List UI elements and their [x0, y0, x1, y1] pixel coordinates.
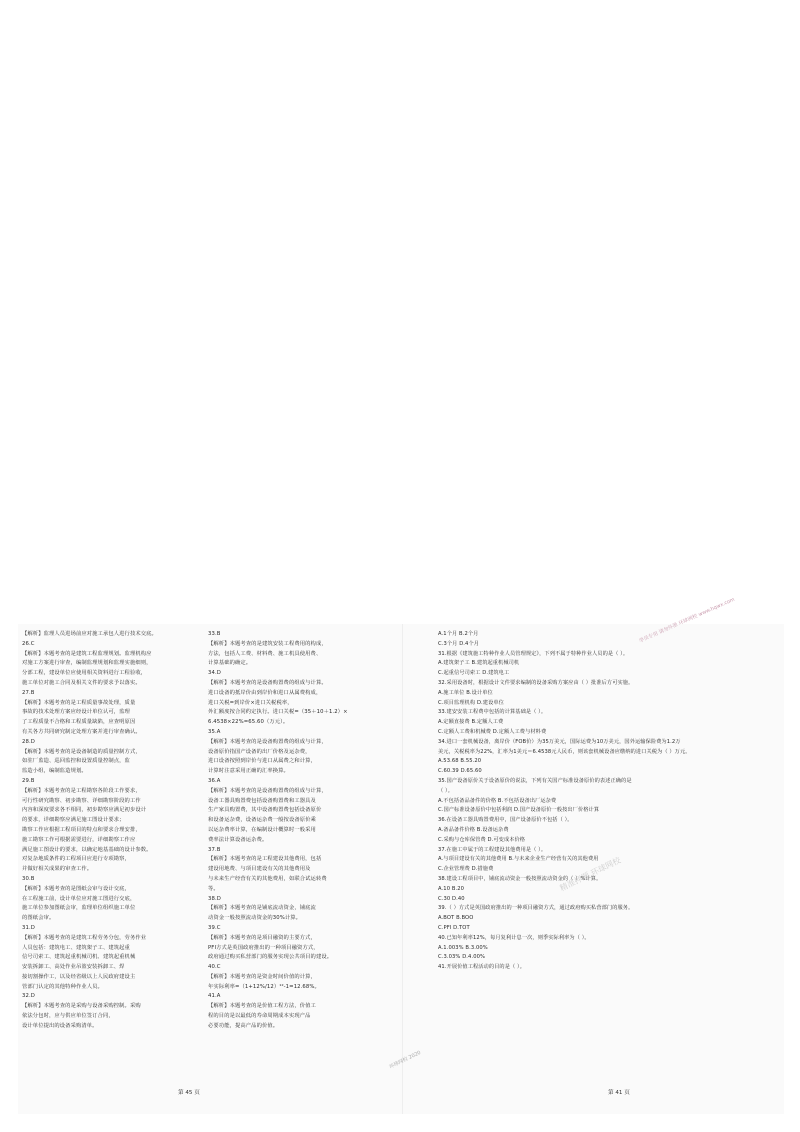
answer-line: 【解析】本题考查的是工程勘察各阶段工作要求， [22, 787, 141, 794]
answer-line: 并做好相关成果的审查工作。 [22, 866, 93, 873]
left-page-column-2 [208, 630, 384, 1032]
answer-line: 等。 [208, 885, 219, 892]
answer-line: 34.D [208, 670, 221, 677]
answer-line: 【解析】本题考查的是采购与设备采购控制。采购 [22, 1003, 141, 1010]
answer-line: 计算时注意采用正确的汇率换算。 [208, 768, 289, 775]
answer-line: 必要功能，提高产品的价值。 [208, 1022, 279, 1029]
answer-line: 【解析】本题考查的是设备购置费的组成与计算， [208, 787, 327, 794]
question-line: A.施工单位 B.设计单位 [438, 689, 493, 696]
question-line: C.定额人工费和机械费 D.定额人工费与材料费 [438, 728, 547, 735]
question-line: C.30 D.40 [438, 895, 465, 902]
answer-line: 36.A [208, 777, 221, 784]
answer-line: 37.B [208, 846, 221, 853]
answer-line: 建设用地费、与项目建设有关的其他费用及 [208, 866, 311, 873]
answer-line: 生产家具购置费，其中设备购置费包括设备原价 [208, 807, 322, 814]
question-line: C.企业管理费 D.措施费 [438, 866, 494, 873]
answer-line: 【解析】本题考查的是设备制造的质量控制方式， [22, 748, 141, 755]
answer-line: 对复杂地质条件的工程项目应进行专项勘察， [22, 856, 130, 863]
answer-line: 【解析】本题考查的是工程质量事故处理，质量 [22, 699, 136, 706]
question-line: A.53.68 B.55.20 [438, 758, 482, 765]
answer-line: PFI方式是英国政府推出的一种项目融资方式， [208, 944, 319, 951]
answer-line: 【解析】本题考查的是设备购置费的组成与计算， [208, 738, 327, 745]
answer-line: 费率法计算设备运杂费。 [208, 836, 268, 843]
answer-line: 【解析】本题考查的是设备购置费的组成与计算。 [208, 679, 327, 686]
question-line: A.1.003% B.3.00% [438, 944, 488, 951]
answer-line: 的要求，详细勘察应满足施工图设计要求； [22, 817, 125, 824]
answer-line: 可行性研究勘察、初步勘察、详细勘察阶段的工作 [22, 797, 141, 804]
answer-line: 政府通过购买私营部门的服务实现公共项目的建设。 [208, 954, 333, 961]
question-line: 39.（ ）方式是英国政府推出的一种项目融资方式，通过政府购买私营部门的服务。 [438, 905, 634, 912]
question-line: A.建筑架子工 B.建筑起重机械司机 [438, 660, 520, 667]
answer-line: 30.B [22, 875, 35, 882]
answer-line: 【解析】本题考查的是建筑工程劳务分包，劳务作业 [22, 934, 147, 941]
answer-line: 方法，包括人工费、材料费、施工机具使用费、 [208, 650, 322, 657]
answer-line: 【解析】监理人员进场前应对施工承包人进行技术交底。 [22, 631, 157, 637]
answer-line: 41.A [208, 993, 221, 1000]
answer-line: 39.C [208, 924, 221, 931]
question-line: 41.开展价值工程活动的目的是（ ）。 [438, 964, 526, 971]
answer-line: 【解析】本题考查的是铺底流动资金，铺底流 [208, 905, 316, 912]
question-line: 35.国产设备原价关于设备原价的说法，下列有关国产标准设备原价的表述正确的是 [438, 777, 632, 784]
watermark-stamp-top: 学员专用 请勿外泄 环球网校 www.hqwx.com [638, 596, 736, 645]
answer-line: 事故的技术处理方案应经设计单位认可，监理 [22, 709, 130, 716]
answer-line: 外汇额度按合同约定执行。进口关税=（35＋10＋1.2）× [208, 709, 348, 716]
question-line: 32.采用设备时，根据设计文件要求编制的设备采购方案应由（ ）批准后方可实施。 [438, 679, 634, 686]
left-page-column-1 [22, 630, 200, 1032]
answer-line: 【解析】本题考查的是项目融资的主要方式， [208, 934, 316, 941]
answer-line: 设备原价指国产设备的出厂价格及运杂费， [208, 748, 311, 755]
answer-line: 计算基础的确定。 [208, 660, 252, 667]
answer-line: 27.B [22, 689, 35, 696]
right-page-number: 第 41 页 [608, 1090, 630, 1096]
question-line: C.PFI D.TOT [438, 924, 470, 931]
answer-line: 满足施工图设计的要求，以确定地基基础的设计参数。 [22, 846, 152, 853]
question-line: 31.根据《建筑施工特种作业人员管理规定》，下列不属于特种作业人员的是（ ）。 [438, 650, 629, 657]
answer-line: 的图纸会审。 [22, 915, 55, 922]
question-line: A.BOT B.BOO [438, 915, 474, 922]
answer-line: 分部工程，建设单位应使用相关资料进行工程验收， [22, 670, 147, 677]
answer-line: 进口关税=到岸价×进口关税税率， [208, 699, 293, 706]
question-line: （ ）。 [438, 787, 454, 794]
answer-line: 对施工方案进行审查，编制监理规划和监理实施细则， [22, 660, 152, 667]
answer-line: 【解析】本题考查的是工程建设其他费用，包括 [208, 856, 322, 863]
answer-line: 【解析】本题考查的是建筑工程监理规划。监理机构应 [22, 650, 152, 657]
left-page-number: 第 45 页 [178, 1090, 200, 1096]
answer-line: 与未来生产经营有关的其他费用，如联合试运转费 [208, 875, 327, 882]
answer-line: 信号司索工、建筑起重机械司机、建筑起重机械 [22, 954, 136, 961]
question-line: C.项目监理机构 D.建设单位 [438, 699, 504, 706]
question-line: C.采购与仓库保管费 D.可变成本价格 [438, 836, 526, 843]
answer-line: 【解析】本题考查的是资金时间价值的计算， [208, 973, 316, 980]
answer-line: 进口设备的抵岸价由到岸价和进口从属费构成， [208, 689, 322, 696]
answer-line: 设备工器具购置费包括设备购置费和工器具及 [208, 797, 316, 804]
answer-line: 勘察工作应根据工程项目的特点和要求合理安排， [22, 826, 141, 833]
answer-line: 施工勘察工作可根据需要进行，详细勘察工作应 [22, 836, 136, 843]
question-line: C.3个月 D.4个月 [438, 640, 480, 647]
question-line: C.60.39 D.65.60 [438, 768, 482, 775]
answer-line: 在工程施工前，设计单位应对施工图进行交底， [22, 895, 136, 902]
right-page-questions [438, 630, 778, 973]
answer-line: 31.D [22, 924, 35, 931]
answer-line: 有关各方共同研究制定处理方案并进行审查确认。 [22, 728, 141, 735]
answer-line: 了工程质量不合格和工程质量缺陷，应查明原因 [22, 719, 136, 726]
question-line: 34.进口一套机械设备，离岸价（FOB价）为35万美元，国际运费为10万美元，国外运输保险费为1.2万 [438, 738, 681, 745]
question-line: 36.在设备工器具购置费用中，国产设备原价不包括（ ）。 [438, 817, 573, 824]
answer-line: 施工单位对施工合同及相关文件的要求予以落实。 [22, 679, 141, 686]
answer-line: 管部门认定的其他特种作业人员。 [22, 983, 103, 990]
question-line: A.与项目建设有关的其他费用 B.与未来企业生产经营有关的其他费用 [438, 856, 599, 863]
answer-line: 38.D [208, 895, 221, 902]
question-line: C.国产标准设备原价中包括利润 D.国产设备原价一般按出厂价格计算 [438, 807, 600, 814]
question-line: 美元，关税税率为22%，汇率为1美元＝6.4538元人民币，则该套机械设备应缴纳的进口关税为（ ）万元。 [438, 748, 691, 755]
answer-line: 如驻厂监造、巡回监控和设置质量控制点，监 [22, 758, 130, 765]
answer-line: 依法分包时，应与供应单位签订合同， [22, 1013, 114, 1020]
answer-line: 安装拆卸工、高处作业吊篮安装拆卸工、焊 [22, 964, 125, 971]
question-line: A.1个月 B.2个月 [438, 631, 479, 637]
question-line: C.3.03% D.4.00% [438, 954, 486, 961]
answer-line: 40.C [208, 964, 221, 971]
question-line: C.起重信号司索工 D.建筑电工 [438, 670, 510, 677]
answer-line: 和设备运杂费，设备运杂费一般按设备原价乘 [208, 817, 316, 824]
question-line: A.备品备件价格 B.设备运杂费 [438, 826, 509, 833]
answer-line: 监造小组，编制监造规划。 [22, 768, 87, 775]
answer-line: 28.D [22, 738, 35, 745]
answer-line: 施工单位参加图纸会审，监理单位组织施工单位 [22, 905, 136, 912]
document-spread [18, 596, 784, 1114]
answer-line: 29.B [22, 777, 35, 784]
answer-line: 以运杂费率计算，在编制设计概算时一般采用 [208, 826, 316, 833]
answer-line: 设计单位提出的设备采购清单。 [22, 1022, 98, 1029]
question-line: 40.已知年利率12%，每月复利计息一次，则季实际利率为（ ）。 [438, 934, 590, 941]
question-line: 33.建安安装工程费中包括的计算基础是（ ）。 [438, 709, 547, 716]
answer-line: 【解析】本题考查的是价值工程方法，价值工 [208, 1003, 316, 1010]
answer-line: 接切割操作工，以及经省级以上人民政府建设主 [22, 973, 136, 980]
answer-line: 程的目的是以最低的寿命周期成本实现产品 [208, 1013, 311, 1020]
answer-line: 32.D [22, 993, 35, 1000]
answer-line: 进口设备按照到岸价与进口从属费之和计算， [208, 758, 316, 765]
question-line: 38.建设工程项目中，铺底流动资金一般按照流动资金的（ ）%计算。 [438, 875, 602, 882]
question-line: A.不包括备品备件的价格 B.不包括设备出厂运杂费 [438, 797, 557, 804]
answer-line: 【解析】本题考查的是图纸会审与设计交底， [22, 885, 130, 892]
page-fold-divider [402, 624, 403, 1114]
answer-line: 动资金一般按照流动资金的30%计算。 [208, 915, 302, 922]
question-line: A.10 B.20 [438, 885, 465, 892]
question-line: 37.在施工中属于的工程建设其他费用是（ ）。 [438, 846, 547, 853]
watermark-stamp-bottom: 环球网校 2020 [388, 1049, 422, 1071]
answer-line: 年实际利率=（1+12%/12）¹²-1=12.68%。 [208, 983, 320, 990]
answer-line: 26.C [22, 640, 35, 647]
answer-line: 6.4538×22%=65.60（万元）。 [208, 719, 289, 726]
answer-line: 内容和深度要求各不相同，初步勘察应满足初步设计 [22, 807, 147, 814]
answer-line: 人员包括：建筑电工、建筑架子工、建筑起重 [22, 944, 130, 951]
watermark-stamp-middle: 精准押题 环球网校 [558, 855, 623, 893]
question-line: A.定额直接费 B.定额人工费 [438, 719, 504, 726]
answer-line: 35.A [208, 728, 221, 735]
answer-line: 33.B [208, 631, 221, 637]
answer-line: 【解析】本题考查的是建筑安装工程费用的构成， [208, 640, 327, 647]
